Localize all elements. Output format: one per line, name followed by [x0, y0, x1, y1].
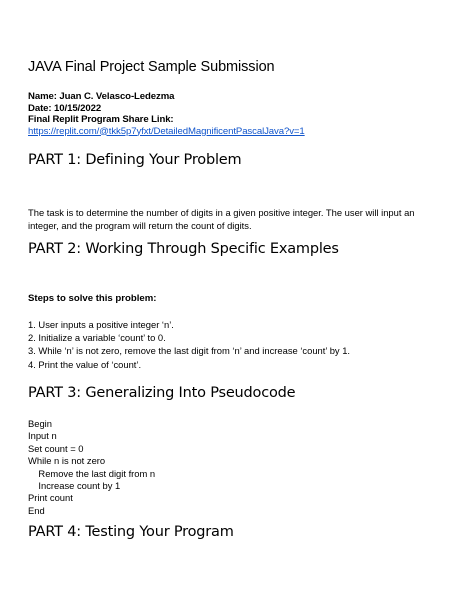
part2-heading: PART 2: Working Through Specific Examples: [28, 241, 339, 257]
part4-heading: PART 4: Testing Your Program: [28, 524, 234, 540]
pseudocode-line: End: [28, 504, 45, 516]
submission-metadata: [28, 91, 305, 137]
pseudocode-block: [28, 418, 155, 517]
list-item: 1. User inputs a positive integer ‘n’.: [28, 319, 174, 330]
part3-heading: PART 3: Generalizing Into Pseudocode: [28, 385, 296, 401]
pseudocode-line: Set count = 0: [28, 442, 84, 454]
pseudocode-line: Print count: [28, 492, 73, 504]
pseudocode-line: Increase count by 1: [28, 480, 121, 492]
part1-heading: PART 1: Defining Your Problem: [28, 152, 242, 168]
submission-date: Date: 10/15/2022: [28, 102, 102, 114]
share-link[interactable]: https://replit.com/@tkk5p7yfxt/DetailedMagnificentPascalJava?v=1: [28, 125, 305, 137]
pseudocode-line: Input n: [28, 430, 57, 442]
pseudocode-line: Remove the last digit from n: [28, 467, 156, 479]
paragraph-line: The task is to determine the number of digits in a given positive integer. The user will input an: [28, 207, 415, 218]
pseudocode-line: While n is not zero: [28, 455, 106, 467]
steps-list: [28, 318, 350, 371]
list-item: 4. Print the value of ‘count’.: [28, 358, 142, 370]
paragraph-line: integer, and the program will return the count of digits.: [28, 220, 252, 232]
list-item: 3. While ‘n’ is not zero, remove the last digit from ‘n’ and increase ‘count’ by 1.: [28, 345, 351, 357]
steps-heading: Steps to solve this problem:: [28, 293, 157, 304]
author-name: Name: Juan C. Velasco-Ledezma: [28, 91, 175, 102]
share-link-label: Final Replit Program Share Link:: [28, 114, 174, 125]
document-title: JAVA Final Project Sample Submission: [28, 59, 275, 75]
list-item: 2. Initialize a variable ‘count’ to 0.: [28, 332, 166, 344]
pseudocode-line: Begin: [28, 418, 52, 429]
part1-paragraph: [28, 206, 415, 232]
